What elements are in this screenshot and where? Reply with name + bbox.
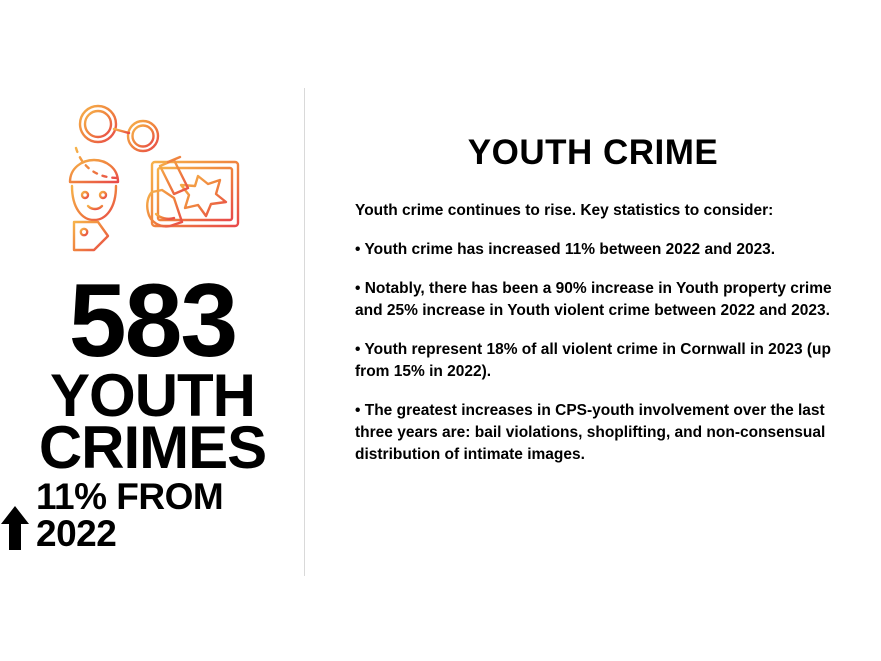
bullet-item: • The greatest increases in CPS-youth involvement over the last three years are: bail violations, shoplifting, and non-consensual distribution of intimate images. (355, 402, 826, 463)
statistic-panel (0, 0, 305, 661)
bullet-item: • Youth crime has increased 11% between 2022 and 2023. (355, 241, 776, 258)
content-panel (305, 0, 881, 661)
page-title: YOUTH CRIME (467, 133, 719, 172)
content-body (355, 200, 858, 466)
trend-text: 11% FROM 2022 (36, 475, 224, 554)
intro-text: Youth crime continues to rise. Key statistics to consider: (355, 202, 774, 219)
arrow-up-icon (0, 504, 30, 552)
trend-row (0, 475, 305, 554)
statistic-label-line2: CRIMES (38, 413, 267, 481)
youth-crime-illustration (48, 96, 258, 268)
statistic-value: 583 (68, 263, 237, 379)
bullet-item: • Youth represent 18% of all violent crime in Cornwall in 2023 (up from 15% in 2022). (355, 341, 831, 380)
bullet-item: • Notably, there has been a 90% increase in Youth property crime and 25% increase in Youth violent crime between 2022 and 2023. (355, 280, 832, 319)
statistic-label-line1: YOUTH (50, 361, 255, 429)
